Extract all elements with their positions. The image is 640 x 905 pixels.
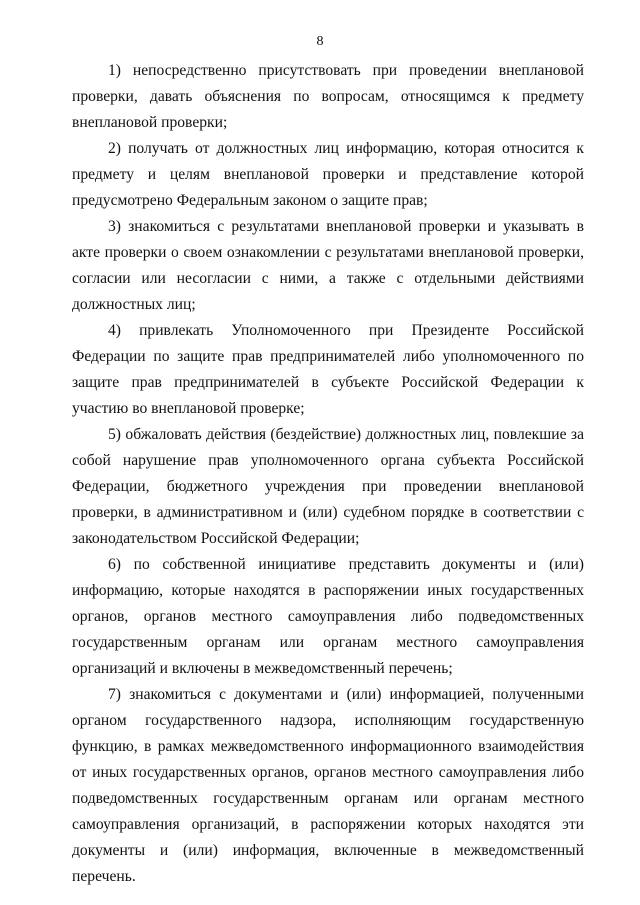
- clause-2: 2) получать от должностных лиц информацию, которая относится к предмету и целям внеплановой проверки и представление которой предусмотрено Федеральным законом о защите прав;: [72, 140, 584, 209]
- clause-7: 7) знакомиться с документами и (или) информацией, полученными органом государственного надзора, исполняющим государственную функцию, в рамках межведомственного информационного взаимодействия от иных государственных органов, органов местного самоуправления либо подведомственных государственным органам или органам местного самоуправления организаций, в распоряжении которых находятся эти документы и (или) информация, включенные в межведомственный перечень.: [72, 686, 584, 885]
- clause-6: 6) по собственной инициативе представить документы и (или) информацию, которые находятся в распоряжении иных государственных органов, органов местного самоуправления либо подведомственных государственным органам или органам местного самоуправления организаций и включены в межведомственный перечень;: [72, 556, 584, 677]
- clause-4: 4) привлекать Уполномоченного при Президенте Российской Федерации по защите прав предпринимателей либо уполномоченного по защите прав предпринимателей в субъекте Российской Федерации к участию во внеплановой проверке;: [72, 322, 584, 417]
- page-number: 8: [316, 34, 324, 49]
- document-body: [72, 58, 584, 890]
- clause-1: 1) непосредственно присутствовать при проведении внеплановой проверки, давать объяснения по вопросам, относящимся к предмету внеплановой проверки;: [72, 62, 584, 131]
- clause-5: 5) обжаловать действия (бездействие) должностных лиц, повлекшие за собой нарушение прав уполномоченного органа субъекта Российской Федерации, бюджетного учреждения при проведении внеплановой проверки, в административном и (или) судебном порядке в соответствии с законодательством Российской Федерации;: [72, 426, 584, 547]
- clause-3: 3) знакомиться с результатами внеплановой проверки и указывать в акте проверки о своем ознакомлении с результатами внеплановой проверки, согласии или несогласии с ними, а также с отдельными действиями должностных лиц;: [72, 218, 584, 313]
